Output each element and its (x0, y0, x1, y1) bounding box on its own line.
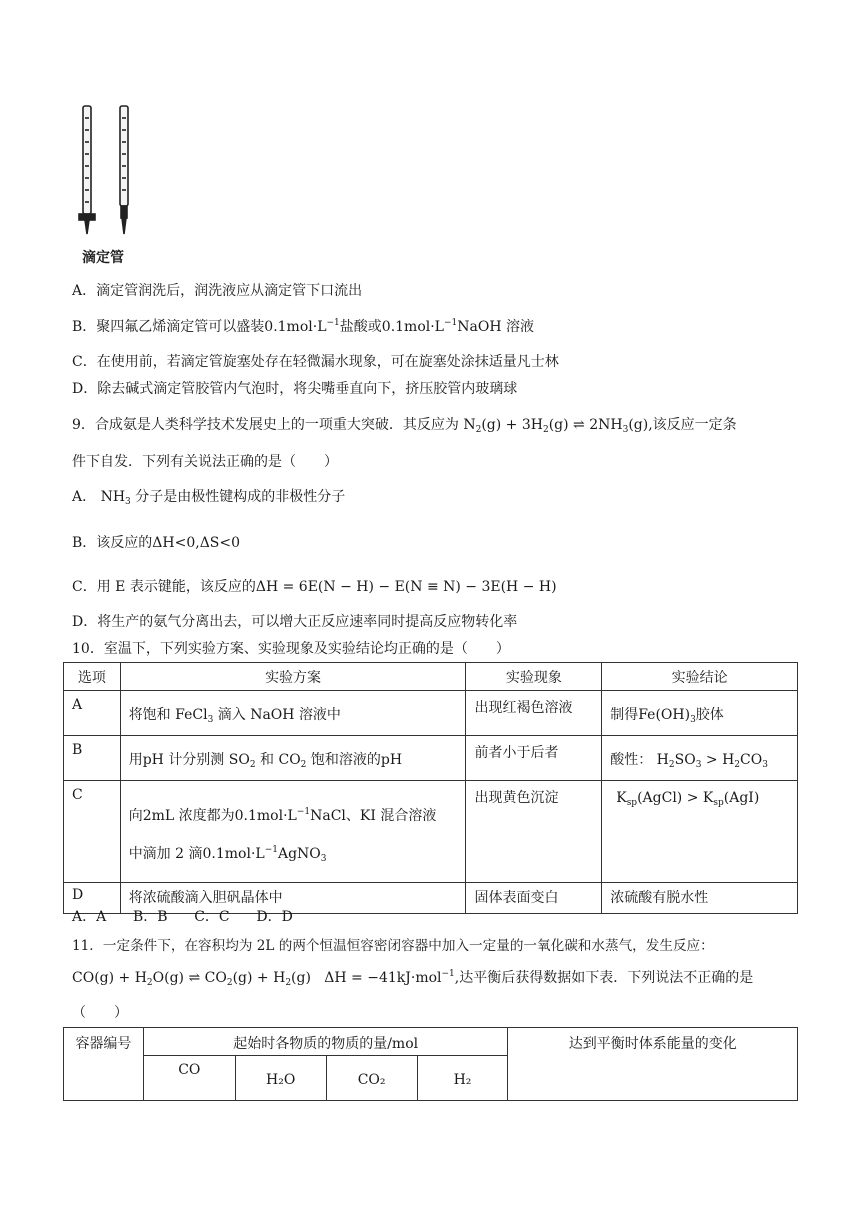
q11-blank: （ ） (72, 1005, 128, 1021)
q9-option-a: A． $NH_3$ 分子是由极性键构成的非极性分子 (72, 489, 346, 507)
q8-option-c: C．在使用前，若滴定管旋塞处存在轻微漏水现象，可在旋塞处涂抹适量凡士林 (72, 354, 559, 370)
q10-answer-options: A．A B．B C．C D．D (72, 909, 293, 925)
q8-option-d: D．除去碱式滴定管胶管内气泡时，将尖嘴垂直向下，挤压胶管内玻璃球 (72, 381, 518, 397)
table-row: A 将饱和 FeCl$_3$ 滴入 NaOH 溶液中 出现红褐色溶液 制得$Fe(OH)_3$胶体 (64, 691, 798, 736)
q11-stem: 11．一定条件下，在容积均为 2L 的两个恒温恒容密闭容器中加入一定量的一氧化碳和水蒸气，发生反应： (72, 938, 714, 954)
header-phenomenon: 实验现象 (466, 663, 602, 691)
table-row: C 向2mL 浓度都为$0.1mol\cdot L^{-1}NaCl$、KI 混合溶液 中滴加 2 滴$0.1mol\cdot L^{-1}AgNO_3$ 出现黄色沉淀 $K_{sp}(AgCl) > K_{sp}(AgI)$ (64, 781, 798, 883)
table-header-row: CO H₂O CO₂ H₂ (64, 1056, 798, 1101)
figure-caption: 滴定管 (82, 250, 124, 266)
table-header-row (64, 663, 798, 691)
header-energy: 达到平衡时体系能量的变化 (508, 1028, 798, 1101)
q11-table (63, 1027, 798, 1101)
q9-option-d: D．将生产的氨气分离出去，可以增大正反应速率同时提高反应物转化率 (72, 614, 518, 630)
q9-stem-cont: 件下自发．下列有关说法正确的是（ ） (72, 454, 338, 470)
header-plan: 实验方案 (120, 663, 466, 691)
header-container: 容器编号 (64, 1028, 144, 1101)
burette-figure (76, 104, 136, 264)
header-conclusion: 实验结论 (602, 663, 798, 691)
table-row: D 将浓硫酸滴入胆矾晶体中 固体表面变白 浓硫酸有脱水性 (64, 883, 798, 914)
header-initial: 起始时各物质的物质的量/mol (143, 1028, 508, 1056)
table-row: B 用pH 计分别测 $SO_2$ 和 $CO_2$ 饱和溶液的pH 前者小于后者 酸性： $H_2SO_3 > H_2CO_3$ (64, 736, 798, 781)
q8-option-a: A．滴定管润洗后，润洗液应从滴定管下口流出 (72, 283, 363, 299)
q10-stem: 10．室温下，下列实验方案、实验现象及实验结论均正确的是（ ） (72, 641, 510, 657)
q8-option-b: B．聚四氟乙烯滴定管可以盛装$0.1mol\cdot L^{-1}$盐酸或$0.1mol\cdot L^{-1}NaOH$ 溶液 (72, 318, 534, 335)
q9-stem: 9．合成氨是人类科学技术发展史上的一项重大突破．其反应为 $N_2(g) + 3H_2(g)$ ⇌ $2NH_3(g)$,该反应一定条 (72, 417, 737, 435)
q11-reaction-equation: $CO(g) + H_2O(g)$ ⇌ $CO_2(g) + H_2(g) \Delta H = -41kJ\cdot mol^{-1}$ (72, 969, 455, 988)
base-burette-icon (120, 106, 128, 234)
q9-option-b: B．该反应的ΔH<0,ΔS<0 (72, 535, 241, 551)
acid-burette-icon (79, 106, 95, 234)
q9-reaction-equation: $N_2(g) + 3H_2(g)$ ⇌ $2NH_3(g)$ (463, 417, 649, 435)
q10-table (63, 662, 798, 914)
table-header-row (64, 1028, 798, 1056)
q11-equation-line: $CO(g) + H_2O(g)$ ⇌ $CO_2(g) + H_2(g) \Delta H = -41kJ\cdot mol^{-1}$,达平衡后获得数据如下表．下列说法不正确的是 (72, 969, 754, 988)
header-option: 选项 (64, 663, 121, 691)
q9-option-c: C．用 E 表示键能，该反应的ΔH = 6E(N − H) − E(N ≡ N) − 3E(H − H) (72, 579, 557, 595)
